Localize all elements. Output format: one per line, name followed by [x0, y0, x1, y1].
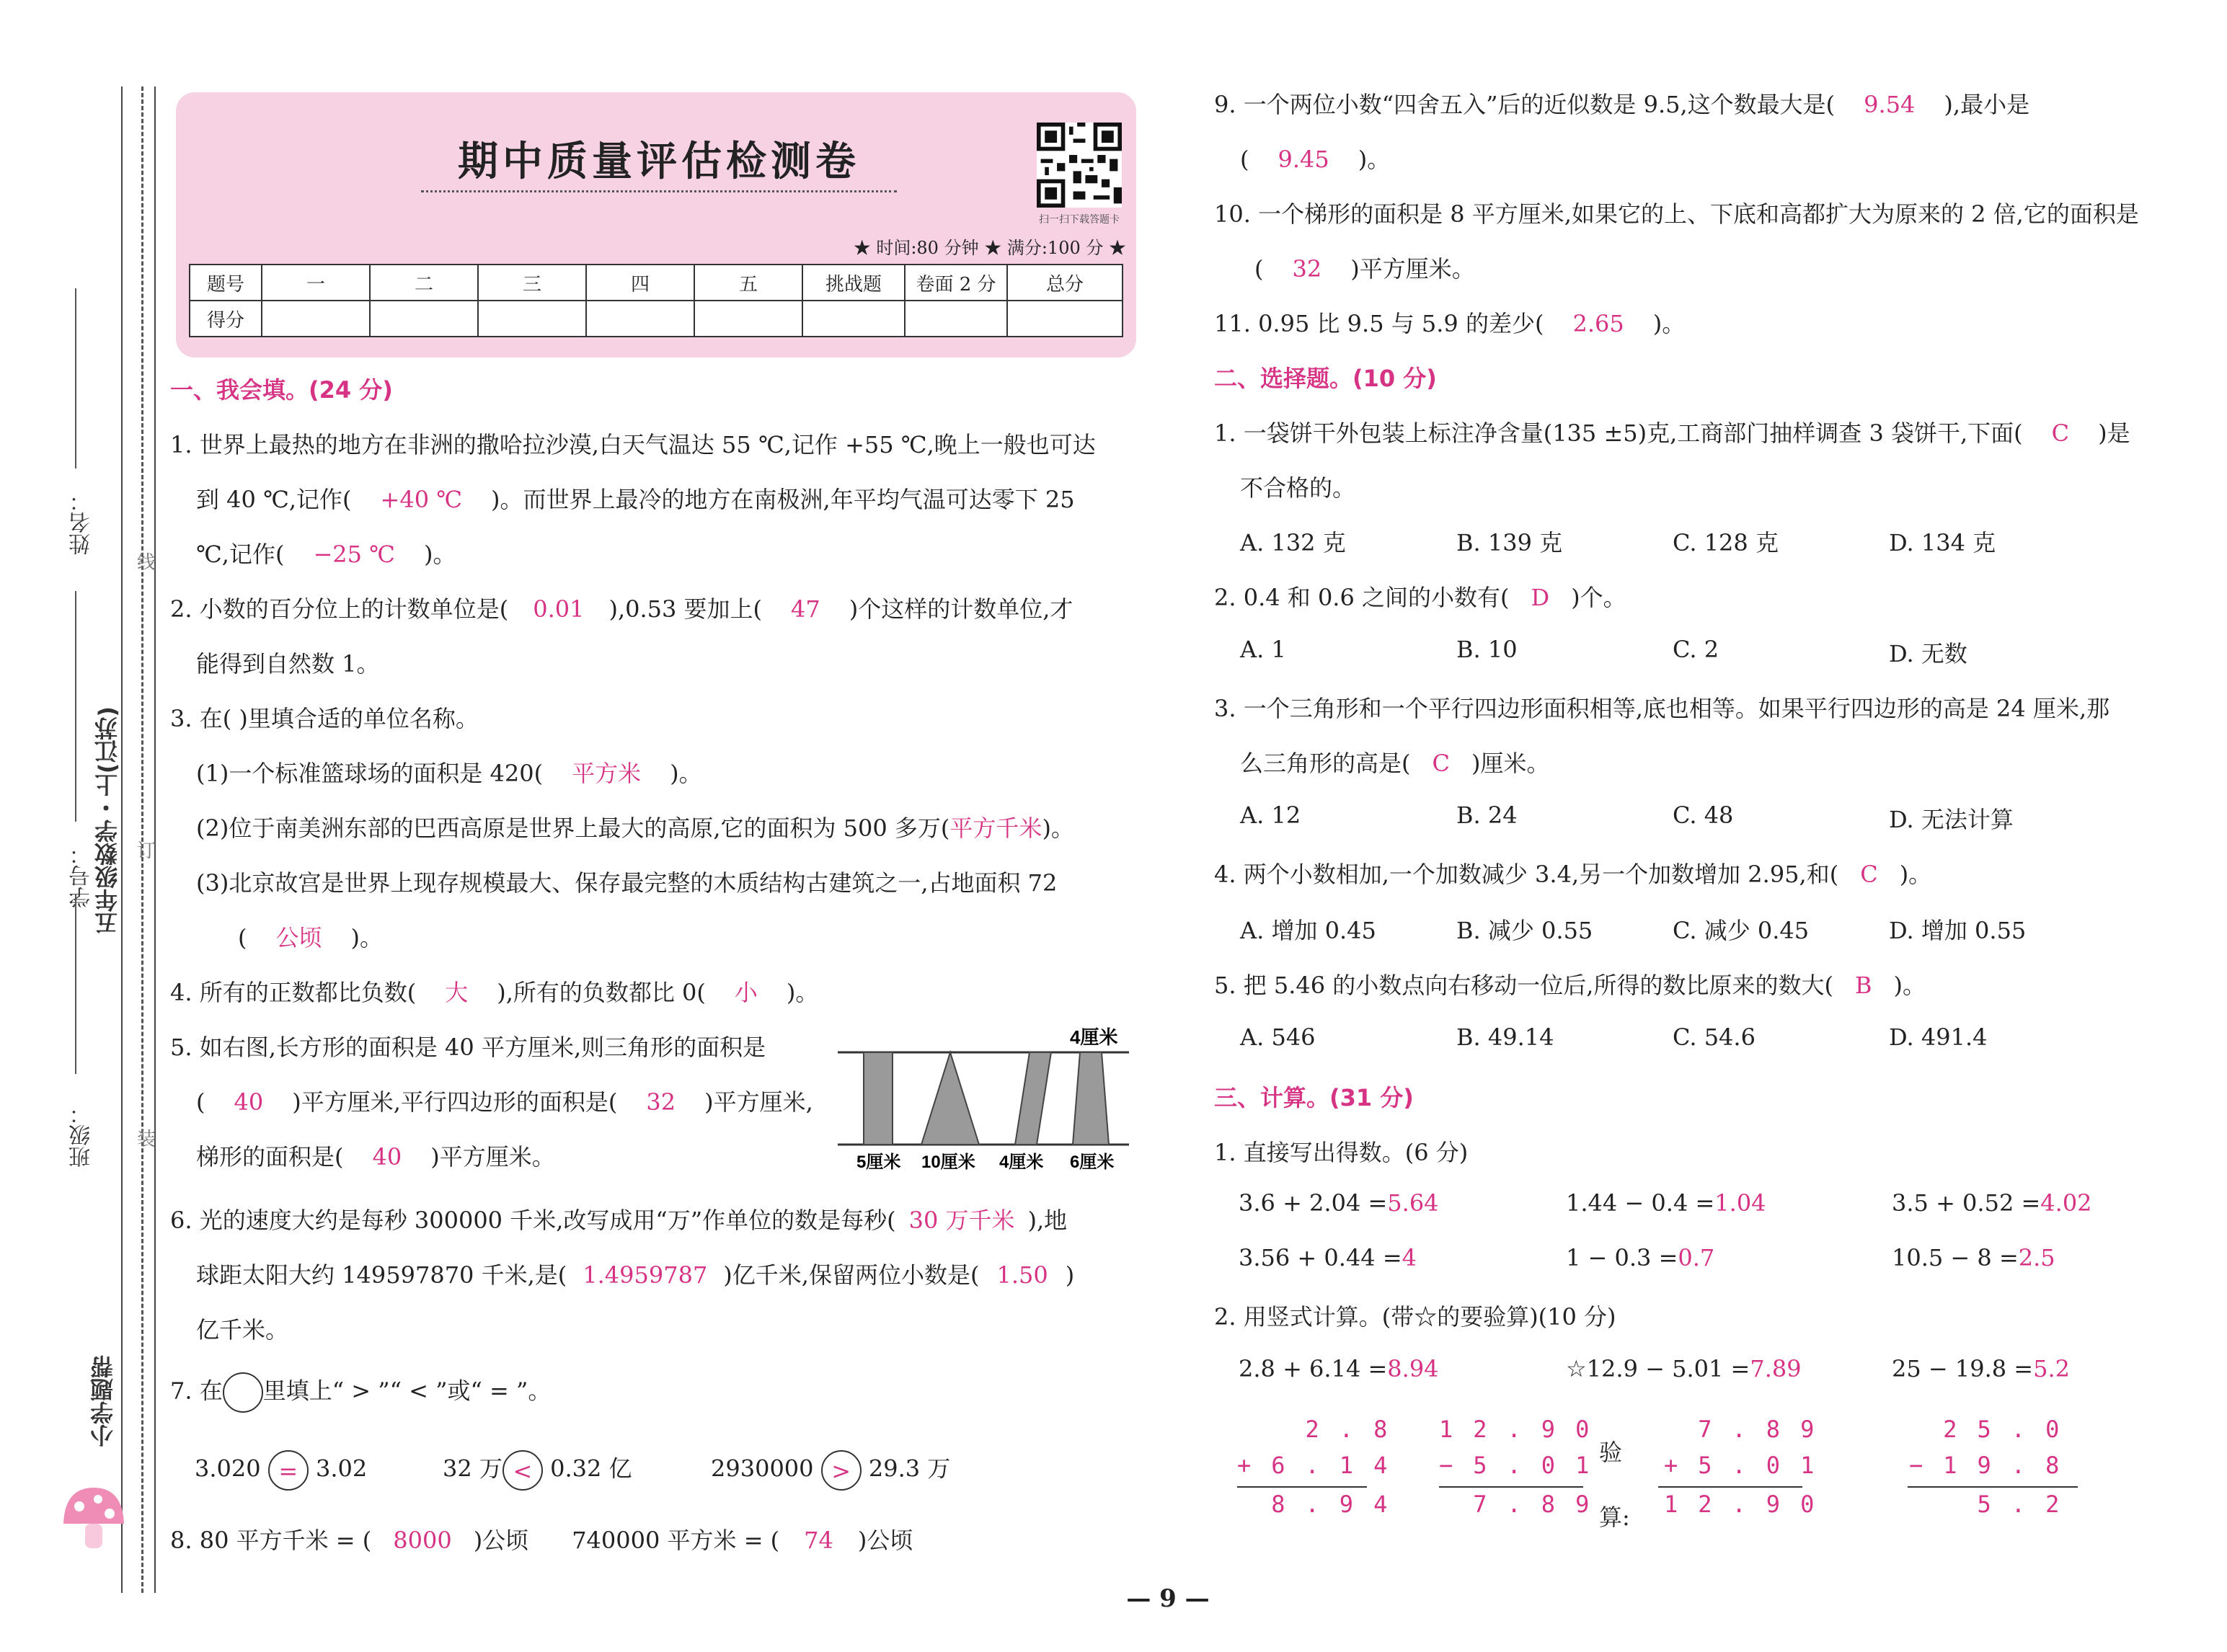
direct-calc: [1566, 1189, 1766, 1217]
q11-line: [1214, 306, 1685, 339]
compare-answer[interactable]: >: [821, 1450, 862, 1491]
answer-blank[interactable]: 40: [234, 1088, 264, 1116]
vertical-calc-2-result: 7.89: [1439, 1491, 1610, 1518]
c1-option-d[interactable]: D. 134 克: [1889, 529, 1996, 556]
direct-calc: [1239, 1244, 1417, 1271]
q1-line2: [196, 481, 1075, 515]
compare-answer[interactable]: <: [502, 1450, 543, 1491]
check-label: 验算:: [1599, 1439, 1630, 1531]
answer-blank[interactable]: 8000: [393, 1527, 452, 1554]
text: )平方厘米,: [704, 1088, 813, 1116]
text: ℃,记作(: [196, 541, 285, 568]
answer-blank[interactable]: 8.94: [1387, 1355, 1439, 1382]
score-table: [189, 264, 1123, 337]
c3-option-c[interactable]: C. 48: [1673, 801, 1734, 829]
vertical-calc-3-top: 7.89: [1664, 1416, 1835, 1443]
text: 2.8 + 6.14 =: [1239, 1355, 1388, 1382]
c3-option-b[interactable]: B. 24: [1456, 801, 1518, 829]
answer-blank[interactable]: 74: [804, 1527, 833, 1554]
fig-bottom-label: 5厘米: [856, 1153, 901, 1172]
answer-blank[interactable]: C: [1860, 861, 1878, 888]
answer-blank[interactable]: −25 ℃: [313, 541, 395, 568]
c3-line1: 3. 一个三角形和一个平行四边形面积相等,底也相等。如果平行四边形的高是 24 厘米,那: [1214, 695, 2110, 722]
q6-line2: [196, 1257, 1074, 1290]
text: )。: [670, 760, 702, 787]
text: 4. 两个小数相加,一个加数减少 3.4,另一个加数增加 2.95,和(: [1214, 861, 1839, 888]
text: 29.3 万: [868, 1455, 951, 1483]
direct-calc: [1892, 1189, 2092, 1217]
answer-blank[interactable]: B: [1854, 972, 1872, 999]
c5-option-c[interactable]: C. 54.6: [1673, 1023, 1756, 1051]
vertical-equation: [1566, 1355, 1802, 1382]
score-blank-cell[interactable]: [370, 301, 478, 337]
text: 1.44 − 0.4 =: [1566, 1189, 1715, 1217]
fig-bottom-label: 4厘米: [999, 1153, 1044, 1172]
c3-option-d[interactable]: D. 无法计算: [1889, 806, 2014, 833]
c1-line1: [1214, 415, 2130, 448]
vertical-calc-1-top: 2.8: [1237, 1416, 1408, 1443]
section-1-title: 一、我会填。(24 分): [170, 376, 393, 404]
text: 么三角形的高是(: [1240, 750, 1411, 777]
text: )。: [1042, 814, 1074, 842]
vertical-calc-4-mid: −19.8: [1909, 1452, 2080, 1479]
answer-blank[interactable]: 1.04: [1714, 1189, 1766, 1217]
score-table-score-row: [190, 301, 1123, 337]
q3-sub2: [196, 810, 1074, 843]
c5-option-a[interactable]: A. 546: [1240, 1023, 1316, 1051]
q1-line1: 1. 世界上最热的地方在非洲的撒哈拉沙漠,白天气温达 55 ℃,记作 +55 ℃,晚上一般也可达: [170, 431, 1096, 458]
vertical-calc-3-rule: [1658, 1486, 1802, 1488]
text: )。: [1358, 146, 1391, 173]
score-cell: 一: [262, 265, 370, 301]
c4-option-b[interactable]: B. 减少 0.55: [1456, 917, 1593, 944]
c2-option-c[interactable]: C. 2: [1673, 636, 1719, 663]
c2-line: [1214, 579, 1626, 613]
text: 11. 0.95 比 9.5 与 5.9 的差少(: [1214, 310, 1544, 337]
text: 3.020: [195, 1455, 261, 1483]
c4-option-c[interactable]: C. 减少 0.45: [1673, 917, 1810, 944]
c2-option-d[interactable]: D. 无数: [1889, 640, 1967, 667]
vertical-calc-4-top: 25.0: [1909, 1416, 2080, 1443]
q5-line2: [196, 1084, 813, 1117]
vertical-calc-1-result: 8.94: [1237, 1491, 1408, 1518]
text: ): [1065, 1261, 1075, 1289]
score-cell: 二: [370, 265, 478, 301]
q2-line2: 能得到自然数 1。: [196, 650, 380, 678]
c2-option-b[interactable]: B. 10: [1456, 636, 1518, 663]
answer-blank[interactable]: 0.01: [533, 595, 585, 623]
text: )。: [423, 541, 456, 568]
answer-blank[interactable]: 1.50: [996, 1261, 1048, 1289]
c1-line2: 不合格的。: [1240, 474, 1356, 502]
mushroom-logo-icon: [58, 1480, 130, 1553]
q6-line3: 亿千米。: [196, 1316, 289, 1344]
q3-sub3: (3)北京故宫是世界上现存规模最大、保存最完整的木质结构古建筑之一,占地面积 72: [196, 869, 1058, 897]
text: ☆12.9 − 5.01 =: [1566, 1355, 1750, 1382]
vertical-calc-2-top: 12.90: [1439, 1416, 1610, 1443]
text: 4. 所有的正数都比负数(: [170, 979, 417, 1006]
q9-line2: [1240, 141, 1390, 174]
score-cell: 总分: [1007, 265, 1123, 301]
class-blank: [75, 894, 76, 1074]
text: )是: [2098, 419, 2130, 447]
score-blank-cell[interactable]: [694, 301, 802, 337]
c4-option-d[interactable]: D. 增加 0.55: [1889, 917, 2027, 944]
answer-blank[interactable]: 5.64: [1387, 1189, 1439, 1217]
score-cell: 四: [586, 265, 694, 301]
grade-label: 五年级数学・上(江苏): [94, 706, 121, 936]
c5-option-d[interactable]: D. 491.4: [1889, 1023, 1988, 1051]
text: 2930000: [711, 1455, 814, 1483]
answer-blank[interactable]: 40: [372, 1143, 402, 1171]
answer-blank[interactable]: 7.89: [1750, 1355, 1802, 1382]
text: (: [1254, 255, 1264, 283]
score-blank-cell[interactable]: [478, 301, 586, 337]
q9-line1: [1214, 86, 2029, 120]
text: 25 − 19.8 =: [1892, 1355, 2034, 1382]
text: 8. 80 平方千米 = (: [170, 1527, 372, 1554]
answer-blank[interactable]: +40 ℃: [380, 486, 463, 513]
text: 到 40 ℃,记作(: [196, 486, 352, 513]
q1-line3: [196, 536, 456, 569]
c4-option-a[interactable]: A. 增加 0.45: [1240, 917, 1376, 944]
calc-part2-title: 2. 用竖式计算。(带☆的要验算)(10 分): [1214, 1303, 1616, 1331]
text: 梯形的面积是(: [196, 1143, 344, 1171]
c5-line: [1214, 967, 1926, 1000]
text: )平方厘米。: [430, 1143, 555, 1171]
fig-top-label: 4厘米: [1070, 1026, 1118, 1048]
answer-blank[interactable]: 小: [734, 979, 758, 1006]
title-underline: [421, 190, 897, 192]
q7-expr-3: [711, 1450, 950, 1491]
qr-code-icon[interactable]: [1037, 123, 1122, 208]
fig-bottom-label: 10厘米: [921, 1153, 975, 1172]
fig-bottom-label: 6厘米: [1070, 1153, 1115, 1172]
answer-blank[interactable]: 4: [1402, 1244, 1417, 1271]
text: 1 − 0.3 =: [1566, 1244, 1678, 1271]
text: ),地: [1027, 1207, 1068, 1234]
c4-line: [1214, 856, 1931, 889]
bind-zhuang-char: 装: [137, 1129, 156, 1150]
q2-line1: [170, 591, 1073, 624]
vertical-equation: [1892, 1355, 2070, 1382]
answer-blank[interactable]: 大: [445, 979, 469, 1006]
direct-calc: [1892, 1244, 2055, 1271]
text: )。: [1893, 972, 1926, 999]
text: )。而世界上最冷的地方在南极洲,年平均气温可达零下 25: [491, 486, 1075, 513]
c1-option-b[interactable]: B. 139 克: [1456, 529, 1563, 556]
score-blank-cell[interactable]: [905, 301, 1007, 337]
q7-expr-1: [195, 1450, 367, 1491]
text: 2. 0.4 和 0.6 之间的小数有(: [1214, 584, 1510, 611]
exam-meta: ★ 时间:80 分钟 ★ 满分:100 分 ★: [853, 238, 1126, 258]
text: )。: [1652, 310, 1686, 337]
q4-line: [170, 974, 818, 1008]
text: 7. 在: [170, 1377, 223, 1405]
score-cell: 五: [694, 265, 802, 301]
score-cell: 题号: [190, 265, 262, 301]
text: 3.56 + 0.44 =: [1239, 1244, 1402, 1271]
text: 9. 一个两位小数“四舍五入”后的近似数是 9.5,这个数最大是(: [1214, 91, 1836, 118]
text: 1. 一袋饼干外包装上标注净含量(135 ±5)克,工商部门抽样调查 3 袋饼干,下面(: [1214, 419, 2023, 447]
answer-blank[interactable]: C: [1432, 750, 1450, 777]
text: )公顷: [857, 1527, 913, 1554]
section-3-title: 三、计算。(31 分): [1214, 1084, 1414, 1111]
score-cell: 三: [478, 265, 586, 301]
text: 6. 光的速度大约是每秒 300000 千米,改写成用“万”作单位的数是每秒(: [170, 1207, 896, 1234]
page-number: — 9 —: [1126, 1584, 1210, 1613]
c5-option-b[interactable]: B. 49.14: [1456, 1023, 1554, 1051]
text: 里填上“ > ”“ < ”或“ = ”。: [262, 1377, 552, 1405]
text: ),最小是: [1944, 91, 2030, 118]
answer-blank[interactable]: 32: [646, 1088, 676, 1116]
section-2-title: 二、选择题。(10 分): [1214, 365, 1437, 392]
answer-blank[interactable]: D: [1531, 584, 1550, 611]
score-blank-cell[interactable]: [1007, 301, 1123, 337]
answer-blank[interactable]: 0.7: [1678, 1244, 1715, 1271]
score-blank-cell[interactable]: [586, 301, 694, 337]
text: 5. 把 5.46 的小数点向右移动一位后,所得的数比原来的数大(: [1214, 972, 1833, 999]
answer-blank[interactable]: 2.5: [2018, 1244, 2055, 1271]
vertical-calc-4-rule: [1908, 1486, 2078, 1488]
vertical-calc-2-mid: −5.01: [1439, 1452, 1610, 1479]
shapes-figure: [835, 1023, 1132, 1182]
number-blank: [75, 591, 76, 822]
text: (: [196, 1088, 205, 1116]
answer-blank[interactable]: 4.02: [2040, 1189, 2092, 1217]
text: 740000 平方米 = (: [572, 1527, 780, 1554]
q5-line3: [196, 1139, 555, 1172]
text: (: [238, 924, 247, 951]
text: (: [1240, 146, 1249, 173]
q7-expr-2: [443, 1450, 632, 1491]
brand-label: 小学题帮: [89, 1355, 117, 1447]
q6-line1: [170, 1202, 1067, 1235]
text: )。: [350, 924, 383, 951]
vertical-calc-3-result: 12.90: [1664, 1491, 1835, 1518]
text: )平方厘米,平行四边形的面积是(: [292, 1088, 618, 1116]
q7-line: [170, 1372, 551, 1413]
c1-option-a[interactable]: A. 132 克: [1240, 529, 1346, 556]
text: )亿千米,保留两位小数是(: [723, 1261, 980, 1289]
name-blank: [75, 288, 76, 468]
score-label-cell: 得分: [190, 301, 262, 337]
q3-line0: 3. 在( )里填合适的单位名称。: [170, 705, 479, 732]
name-label: 姓名：: [69, 490, 94, 555]
exam-header-panel: [176, 92, 1136, 358]
bind-ding-char: 订: [137, 840, 156, 862]
vertical-calc-1-rule: [1237, 1486, 1367, 1488]
text: 32 万: [443, 1455, 502, 1483]
q3-sub3-line2: [238, 920, 383, 953]
q3-sub1: [196, 755, 702, 789]
qr-caption: 扫一扫下载答题卡: [1039, 214, 1120, 226]
compare-circle: [223, 1372, 263, 1413]
calc-part1-title: 1. 直接写出得数。(6 分): [1214, 1139, 1469, 1166]
q10-line1: 10. 一个梯形的面积是 8 平方厘米,如果它的上、下底和高都扩大为原来的 2 倍,它的面积是: [1214, 200, 2139, 228]
text: )个这样的计数单位,才: [849, 595, 1073, 623]
score-table-header-row: [190, 265, 1123, 301]
c2-option-a[interactable]: A. 1: [1240, 636, 1286, 663]
exam-title: 期中质量评估检测卷: [458, 138, 860, 185]
answer-blank[interactable]: 公顷: [275, 924, 322, 951]
direct-calc: [1239, 1189, 1439, 1217]
q5-line1: 5. 如右图,长方形的面积是 40 平方厘米,则三角形的面积是: [170, 1034, 766, 1061]
answer-blank[interactable]: 5.2: [2033, 1355, 2070, 1382]
number-label: 学号：: [69, 843, 94, 908]
c3-line2: [1240, 745, 1549, 778]
answer-blank[interactable]: 30 万千米: [908, 1207, 1015, 1234]
vertical-calc-3-mid: +5.01: [1664, 1452, 1835, 1479]
score-cell: 卷面 2 分: [905, 265, 1007, 301]
bind-line-char: 线: [137, 552, 156, 574]
vertical-calc-1-mid: +6.14: [1237, 1452, 1408, 1479]
text: 0.32 亿: [550, 1455, 632, 1483]
compare-answer[interactable]: =: [268, 1450, 309, 1491]
text: )个。: [1571, 584, 1626, 611]
vertical-calc-4-result: 5.2: [1909, 1491, 2080, 1518]
answer-blank[interactable]: 32: [1292, 255, 1322, 283]
text: 3.5 + 0.52 =: [1892, 1189, 2041, 1217]
answer-blank[interactable]: 47: [791, 595, 820, 623]
text: )。: [1899, 861, 1932, 888]
answer-blank[interactable]: 1.4959787: [583, 1261, 708, 1289]
score-blank-cell[interactable]: [262, 301, 370, 337]
q10-line2: [1254, 251, 1475, 284]
class-label: 班级：: [69, 1103, 94, 1168]
text: ),0.53 要加上(: [608, 595, 763, 623]
text: )厘米。: [1471, 750, 1550, 777]
c1-option-c[interactable]: C. 128 克: [1673, 529, 1779, 556]
text: 球距太阳大约 149597870 千米,是(: [196, 1261, 567, 1289]
text: 10.5 − 8 =: [1892, 1244, 2019, 1271]
answer-blank[interactable]: 9.54: [1864, 91, 1916, 118]
score-blank-cell[interactable]: [802, 301, 905, 337]
text: 3.02: [315, 1455, 368, 1483]
answer-blank[interactable]: 9.45: [1278, 146, 1329, 173]
text: (2)位于南美洲东部的巴西高原是世界上最大的高原,它的面积为 500 多万(: [196, 814, 950, 842]
q8-line: [170, 1522, 913, 1555]
answer-blank[interactable]: 平方米: [572, 760, 642, 787]
text: )平方厘米。: [1350, 255, 1475, 283]
answer-blank[interactable]: 2.65: [1572, 310, 1624, 337]
vertical-equation: [1239, 1355, 1439, 1382]
vertical-calc-2-rule: [1439, 1486, 1583, 1488]
text: )公顷: [473, 1527, 529, 1554]
text: 3.6 + 2.04 =: [1239, 1189, 1388, 1217]
text: (1)一个标准篮球场的面积是 420(: [196, 760, 544, 787]
answer-blank[interactable]: C: [2051, 419, 2070, 447]
text: ),所有的负数都比 0(: [497, 979, 706, 1006]
direct-calc: [1566, 1244, 1714, 1271]
c3-option-a[interactable]: A. 12: [1240, 801, 1301, 829]
answer-blank[interactable]: 平方千米: [949, 814, 1042, 842]
text: )。: [786, 979, 819, 1006]
score-cell: 挑战题: [802, 265, 905, 301]
text: 2. 小数的百分位上的计数单位是(: [170, 595, 509, 623]
